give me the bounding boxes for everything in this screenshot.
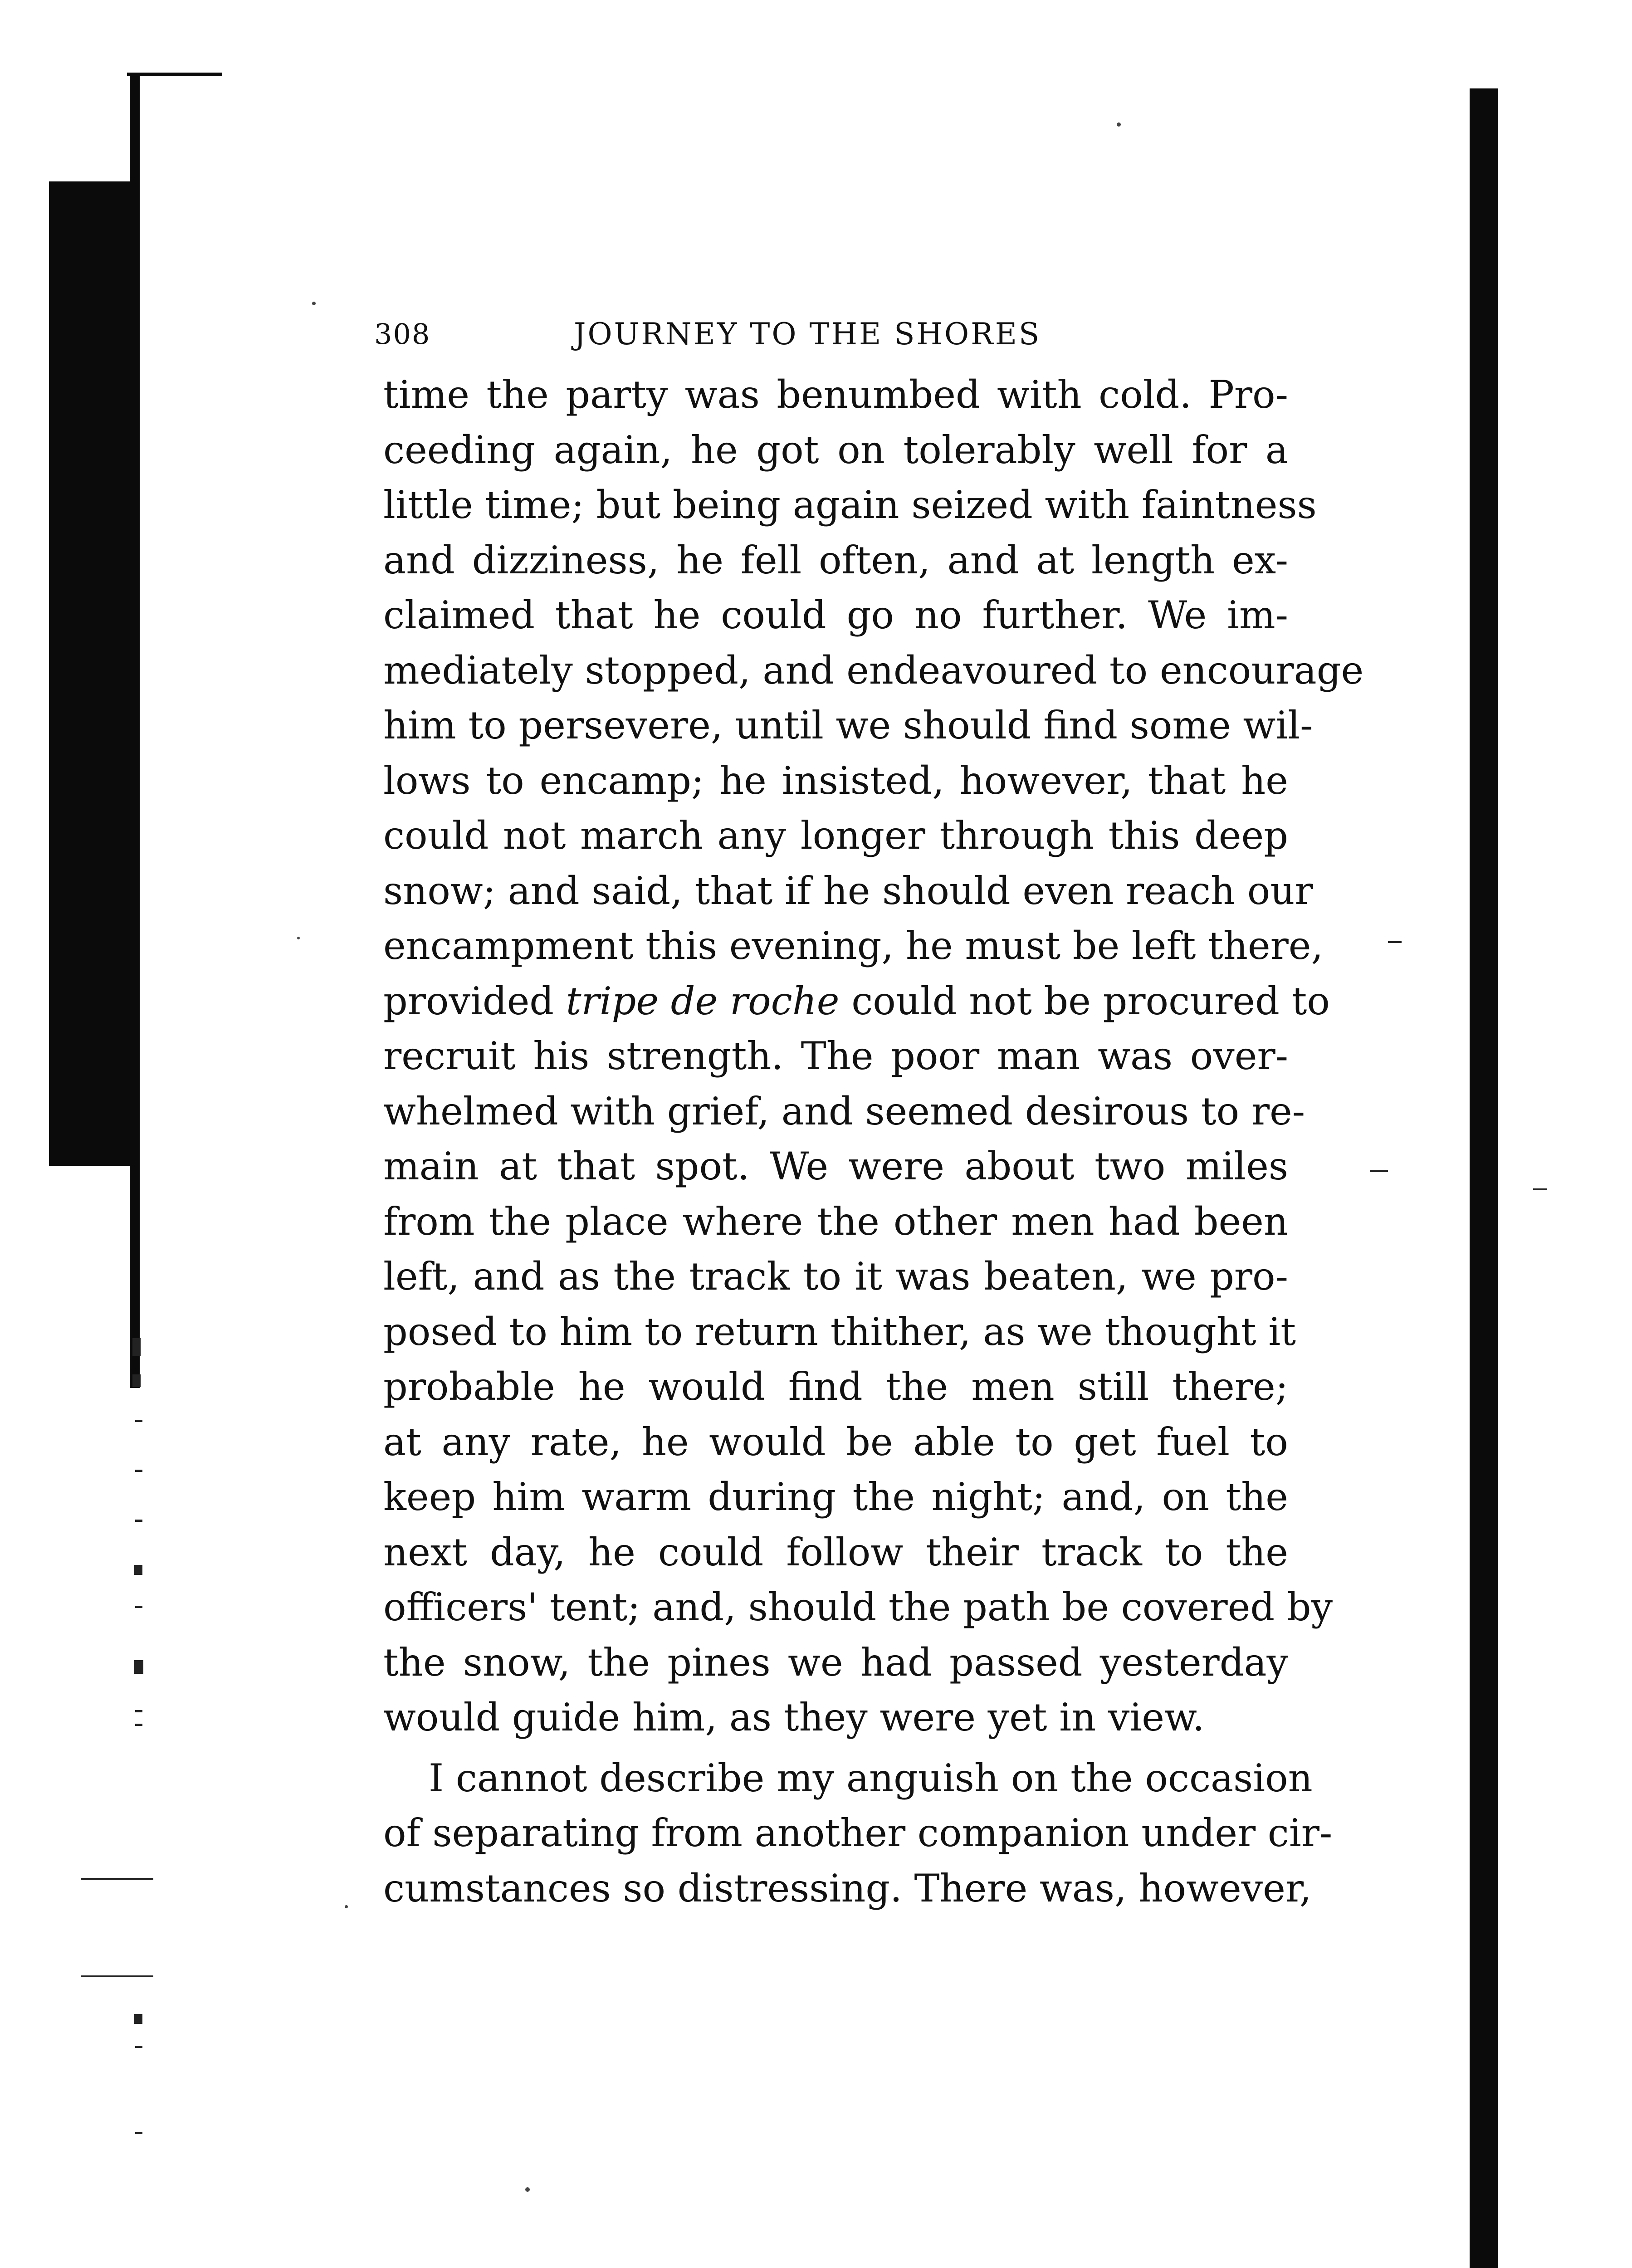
text-line: mediately stopped, and endeavoured to encourage [383,648,1364,693]
paragraph [383,1751,1333,1916]
text-line: and dizziness, he fell often, and at length ex- [383,538,1288,582]
scan-mark [132,1338,141,1356]
text-line: time the party was benumbed with cold. Pro- [383,372,1288,417]
scan-speck [345,1905,348,1908]
page-number: 308 [374,318,431,351]
scan-mark [135,1520,142,1522]
text-line: next day, he could follow their track to the [383,1530,1288,1574]
paragraph [383,367,1364,1745]
text-line: would guide him, as they were yet in view. [383,1695,1205,1740]
scan-mark [1388,941,1402,943]
scan-mark [135,1420,142,1422]
scan-mark [81,1975,153,1977]
text-line: at any rate, he would be able to get fuel to [383,1419,1288,1464]
text-line: of separating from another companion under cir- [383,1811,1333,1855]
text-line: keep him warm during the night; and, on the [383,1475,1288,1519]
text-line: main at that spot. We were about two miles [383,1144,1288,1188]
scan-mark [134,1565,142,1575]
text-line: posed to him to return thither, as we thought it [383,1309,1296,1354]
text-line: snow; and said, that if he should even reach our [383,868,1313,913]
text-line: him to persevere, until we should find some wil- [383,703,1313,748]
scan-speck [297,937,300,939]
text-line: little time; but being again seized with faintness [383,483,1317,527]
scan-mark [134,2014,142,2024]
text-line: the snow, the pines we had passed yesterday [383,1640,1288,1685]
scan-speck [525,2187,530,2192]
text-line: whelmed with grief, and seemed desirous to re- [383,1089,1305,1134]
scan-mark [135,2046,142,2048]
scan-mark [135,1724,142,1726]
scan-mark [81,1878,153,1880]
scan-speck [312,302,316,305]
scan-mark [135,1710,142,1712]
text-line: officers' tent; and, should the path be covered by [383,1585,1333,1629]
text-run: provided [383,978,566,1023]
text-line-with-italic [383,974,1330,1029]
page-text-block [374,308,1364,1916]
scan-mark [135,1606,142,1608]
scan-margin-shadow-left [49,181,133,1166]
text-line: encampment this evening, he must be left there, [383,924,1324,968]
scan-mark [132,1374,141,1387]
scan-binding-edge-left [130,73,140,1388]
running-title: JOURNEY TO THE SHORES [574,317,1041,352]
italic-phrase: tripe de roche [566,978,840,1023]
page-header [374,308,1288,367]
text-line: left, and as the track to it was beaten, we pro- [383,1254,1288,1299]
text-line: claimed that he could go no further. We im- [383,593,1288,637]
scan-margin-shadow-right [1470,88,1498,2268]
text-line: probable he would find the men still there; [383,1364,1288,1409]
scan-mark [1533,1188,1547,1190]
scan-mark [135,2132,142,2134]
scan-mark [134,1660,143,1674]
text-line: recruit his strength. The poor man was over- [383,1034,1288,1078]
text-line: I cannot describe my anguish on the occasion [429,1755,1313,1800]
text-line: cumstances so distressing. There was, however, [383,1866,1312,1911]
text-line: from the place where the other men had been [383,1199,1288,1244]
scan-mark [135,1470,142,1472]
text-line: ceeding again, he got on tolerably well for a [383,427,1288,472]
text-line: lows to encamp; he insisted, however, that he [383,758,1288,803]
scan-speck [1117,122,1121,127]
scan-mark [1370,1170,1388,1172]
text-line: could not march any longer through this deep [383,813,1288,858]
scan-top-edge-mark [127,73,222,76]
text-run: could not be procured to [839,978,1330,1023]
